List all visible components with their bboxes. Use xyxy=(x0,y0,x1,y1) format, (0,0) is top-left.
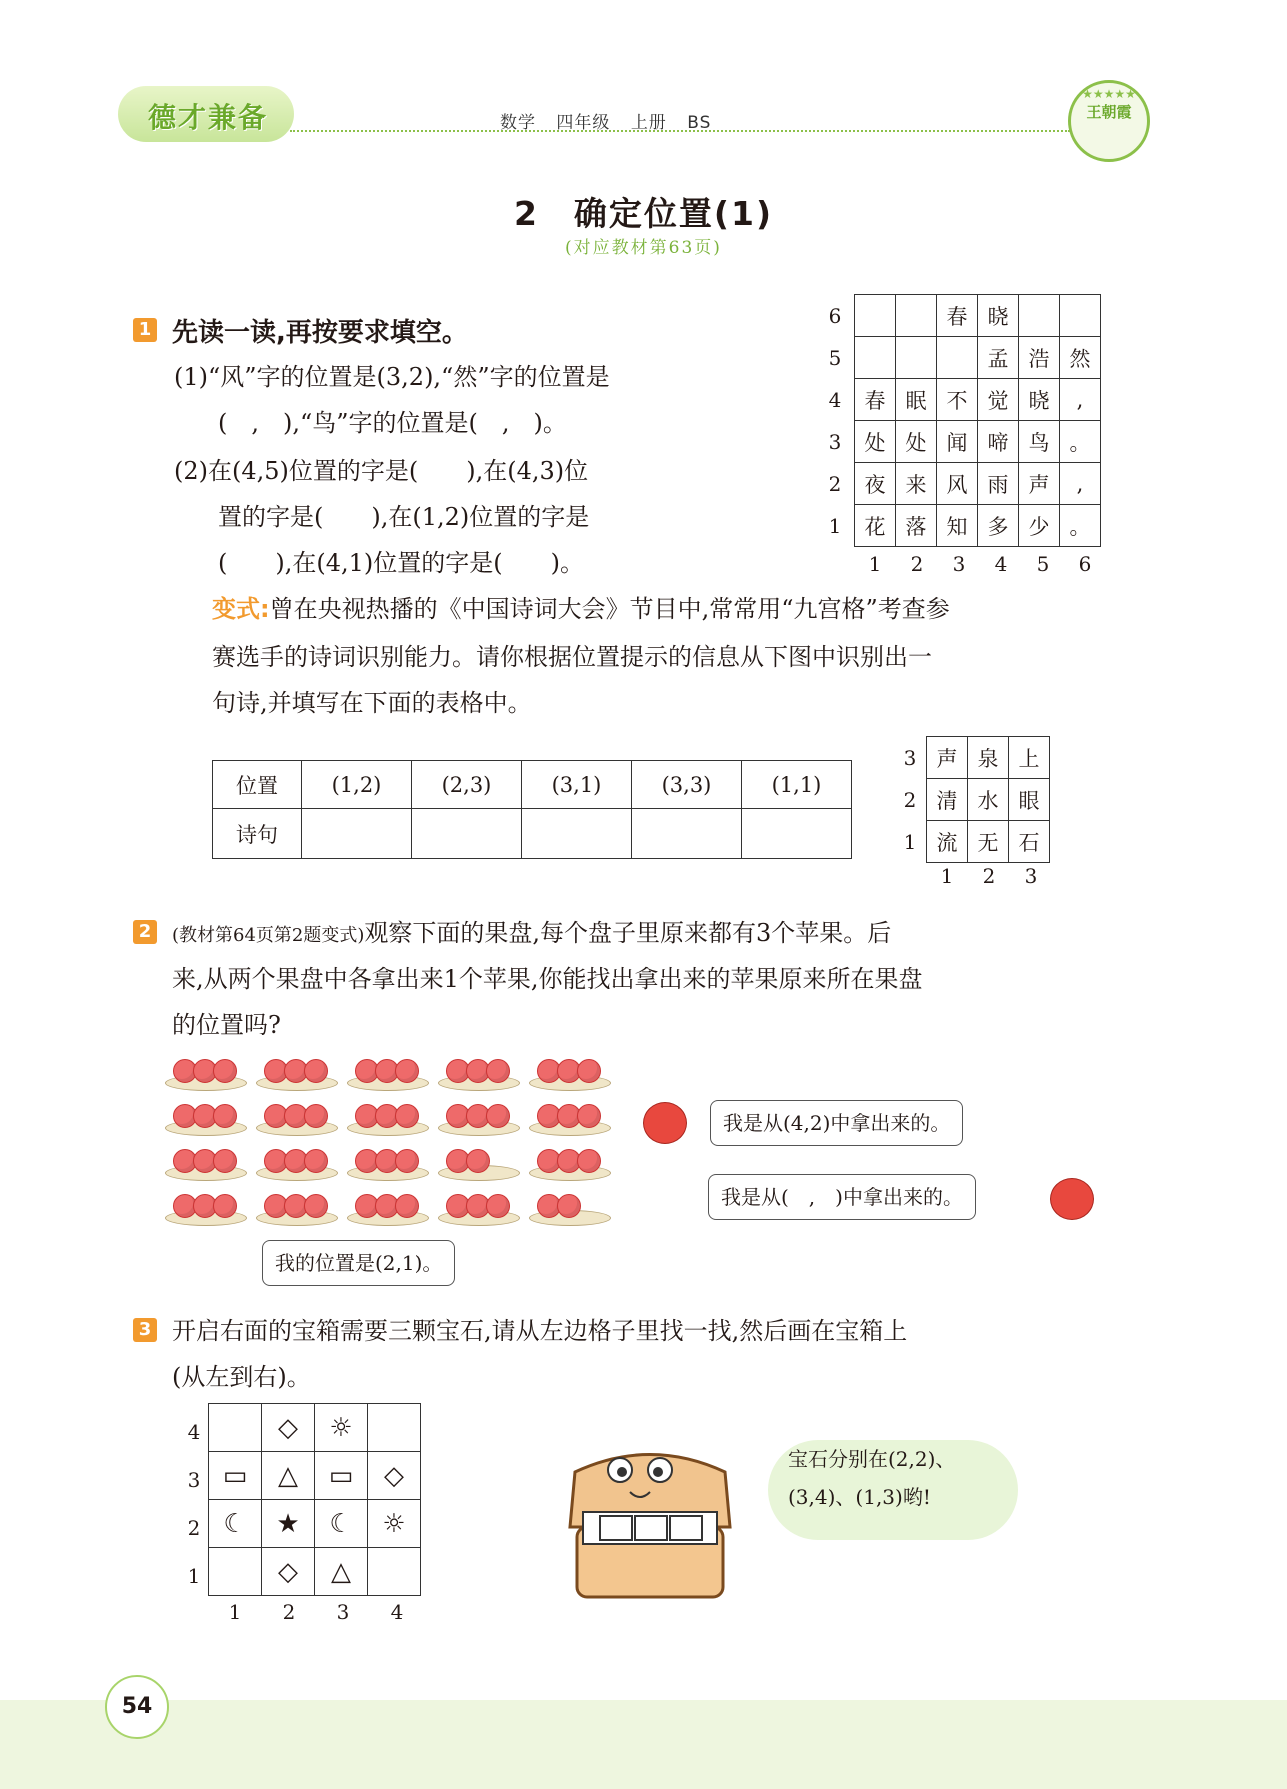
x-label: 3 xyxy=(336,1600,350,1624)
answer-blank[interactable] xyxy=(632,809,742,859)
apple-icon xyxy=(1050,1178,1094,1220)
apple-icon xyxy=(395,1059,419,1083)
x-label: 1 xyxy=(228,1600,242,1624)
apple-icon xyxy=(304,1104,328,1128)
apple-icon xyxy=(577,1059,601,1083)
apple-icon xyxy=(213,1104,237,1128)
header-logo xyxy=(118,86,294,142)
x-label: 4 xyxy=(390,1600,404,1624)
stars-icon: ★★★★★ xyxy=(1082,87,1136,101)
table-cell: (1,2) xyxy=(302,761,412,809)
y-label: 5 xyxy=(828,346,842,370)
moon-icon: ☾ xyxy=(315,1500,368,1548)
grid-cell: 孟 xyxy=(978,337,1019,379)
fruit-plate xyxy=(256,1053,336,1091)
x-label: 4 xyxy=(994,552,1008,576)
apple-icon xyxy=(643,1102,687,1144)
x-label: 2 xyxy=(282,1600,296,1624)
star-icon: ★ xyxy=(262,1500,315,1548)
grid-cell: 啼 xyxy=(978,421,1019,463)
rectangle-icon: ▭ xyxy=(315,1452,368,1500)
fruit-plate xyxy=(529,1188,609,1226)
grid-cell xyxy=(896,295,937,337)
y-label: 3 xyxy=(187,1468,201,1492)
edition: BS xyxy=(687,113,712,133)
apple-icon xyxy=(395,1104,419,1128)
question-3-number: 3 xyxy=(133,1318,157,1342)
grid-cell: 石 xyxy=(1009,821,1050,863)
fruit-plate xyxy=(529,1053,609,1091)
subject: 数学 xyxy=(500,113,536,133)
grid-cell: 。 xyxy=(1060,421,1101,463)
fruit-plate xyxy=(165,1098,245,1136)
fruit-plate xyxy=(438,1098,518,1136)
apple-icon xyxy=(304,1059,328,1083)
apple-icon xyxy=(213,1194,237,1218)
fruit-plate xyxy=(347,1143,427,1181)
variant-text: 曾在央视热播的《中国诗词大会》节目中,常常用“九宫格”考查参 xyxy=(269,595,950,623)
moon-icon: ☾ xyxy=(209,1500,262,1548)
q1-line-3: (2)在(4,5)位置的字是( ),在(4,3)位 xyxy=(174,457,589,485)
grid-cell xyxy=(1019,295,1060,337)
answer-blank[interactable] xyxy=(742,809,852,859)
apple-icon xyxy=(486,1104,510,1128)
grid-cell xyxy=(1060,295,1101,337)
answer-blank[interactable] xyxy=(302,809,412,859)
table-cell: (2,3) xyxy=(412,761,522,809)
grid-cell: 。 xyxy=(1060,505,1101,547)
fruit-plate xyxy=(347,1053,427,1091)
apple-icon xyxy=(557,1194,581,1218)
apple-icon xyxy=(577,1149,601,1173)
fruit-plate xyxy=(256,1143,336,1181)
table-header: 位置 xyxy=(213,761,302,809)
page-number: 54 xyxy=(105,1675,169,1739)
grid-cell: 声 xyxy=(1019,463,1060,505)
fruit-plate xyxy=(256,1188,336,1226)
y-label: 2 xyxy=(903,788,917,812)
bubble-apple-1: 我是从(4,2)中拿出来的。 xyxy=(710,1100,963,1146)
treasure-chest xyxy=(555,1432,745,1602)
x-label: 5 xyxy=(1036,552,1050,576)
grid-cell: 上 xyxy=(1009,737,1050,779)
x-label: 2 xyxy=(910,552,924,576)
grid-cell: 少 xyxy=(1019,505,1060,547)
apple-icon xyxy=(304,1194,328,1218)
nine-grid xyxy=(926,736,1050,863)
y-label: 4 xyxy=(828,388,842,412)
header-badge xyxy=(1068,80,1150,162)
variant-line-1 xyxy=(212,586,950,632)
grid-cell: 花 xyxy=(855,505,896,547)
rectangle-icon: ▭ xyxy=(209,1452,262,1500)
apple-icon xyxy=(486,1059,510,1083)
x-label: 6 xyxy=(1078,552,1092,576)
header-info xyxy=(500,108,725,133)
grid-cell: 鸟 xyxy=(1019,421,1060,463)
grid-cell: 眠 xyxy=(896,379,937,421)
gem-grid-x-axis xyxy=(208,1600,424,1624)
y-label: 1 xyxy=(187,1564,201,1588)
question-1-heading: 先读一读,再按要求填空。 xyxy=(172,318,468,348)
grid-cell: 浩 xyxy=(1019,337,1060,379)
diamond-icon: ◇ xyxy=(262,1548,315,1596)
apple-icon xyxy=(466,1149,490,1173)
grid-cell: 落 xyxy=(896,505,937,547)
nine-grid-x-axis xyxy=(926,864,1052,888)
apple-icon xyxy=(304,1149,328,1173)
fruit-plate xyxy=(165,1188,245,1226)
table-cell: (1,1) xyxy=(742,761,852,809)
grid-cell xyxy=(855,337,896,379)
fruit-plate xyxy=(256,1098,336,1136)
sun-icon: ☼ xyxy=(368,1500,421,1548)
q1-line-4: 置的字是( ),在(1,2)位置的字是 xyxy=(218,503,590,531)
grid-cell: 无 xyxy=(968,821,1009,863)
grid-cell xyxy=(937,337,978,379)
grid-cell: 晓 xyxy=(978,295,1019,337)
variant-label: 变式: xyxy=(212,595,270,623)
apple-icon xyxy=(486,1194,510,1218)
y-label: 2 xyxy=(187,1516,201,1540)
q3-line-1: 开启右面的宝箱需要三颗宝石,请从左边格子里找一找,然后画在宝箱上 xyxy=(172,1317,908,1345)
grid-cell: 然 xyxy=(1060,337,1101,379)
fruit-plate xyxy=(347,1188,427,1226)
grid-cell: 来 xyxy=(896,463,937,505)
y-label: 6 xyxy=(828,304,842,328)
question-2-number: 2 xyxy=(133,920,157,944)
triangle-icon: △ xyxy=(315,1548,368,1596)
grid-cell: 春 xyxy=(855,379,896,421)
apple-icon xyxy=(213,1149,237,1173)
y-label: 2 xyxy=(828,472,842,496)
table-cell: (3,3) xyxy=(632,761,742,809)
y-label: 4 xyxy=(187,1420,201,1444)
x-label: 1 xyxy=(868,552,882,576)
sun-icon: ☼ xyxy=(315,1404,368,1452)
answer-blank[interactable] xyxy=(412,809,522,859)
grid-cell: 雨 xyxy=(978,463,1019,505)
grid-cell: 觉 xyxy=(978,379,1019,421)
variant-line-3: 句诗,并填写在下面的表格中。 xyxy=(212,689,532,717)
y-label: 1 xyxy=(828,514,842,538)
gem-slot-1[interactable] xyxy=(600,1516,632,1540)
diamond-icon: ◇ xyxy=(368,1452,421,1500)
q2-line-3: 的位置吗? xyxy=(172,1011,281,1039)
grid-cell: 流 xyxy=(927,821,968,863)
poem-grid xyxy=(854,294,1101,547)
q2-line-2: 来,从两个果盘中各拿出来1个苹果,你能找出拿出来的苹果原来所在果盘 xyxy=(172,965,923,993)
fruit-plate xyxy=(165,1053,245,1091)
table-header: 诗句 xyxy=(213,809,302,859)
fruit-plate xyxy=(438,1143,518,1181)
triangle-icon: △ xyxy=(262,1452,315,1500)
grid-cell: 水 xyxy=(968,779,1009,821)
grid-cell: , xyxy=(1060,379,1101,421)
grid-cell xyxy=(896,337,937,379)
grid-cell: 闻 xyxy=(937,421,978,463)
hint-line-1: 宝石分别在(2,2)、 xyxy=(788,1447,956,1471)
hint-line-2: (3,4)、(1,3)哟! xyxy=(788,1485,931,1509)
grid-cell xyxy=(855,295,896,337)
fruit-plate xyxy=(529,1098,609,1136)
y-label: 3 xyxy=(903,746,917,770)
chest-pupil xyxy=(617,1467,627,1477)
question-1-number: 1 xyxy=(133,318,157,342)
q1-line-2: ( , ),“鸟”字的位置是( , )。 xyxy=(218,409,567,437)
q2-source: (教材第64页第2题变式) xyxy=(172,925,365,946)
q2-line-1 xyxy=(172,910,891,959)
x-label: 3 xyxy=(1024,864,1038,888)
gem-cell xyxy=(368,1404,421,1452)
fruit-plate xyxy=(529,1143,609,1181)
grid-cell: 晓 xyxy=(1019,379,1060,421)
q1-line-5: ( ),在(4,1)位置的字是( )。 xyxy=(218,549,584,577)
answer-table xyxy=(212,760,852,859)
diamond-icon: ◇ xyxy=(262,1404,315,1452)
bubble-my-position: 我的位置是(2,1)。 xyxy=(262,1240,455,1286)
fruit-plate xyxy=(438,1053,518,1091)
fruit-plate xyxy=(347,1098,427,1136)
apple-icon xyxy=(213,1059,237,1083)
poem-grid-x-axis xyxy=(854,552,1106,576)
bubble-apple-2: 我是从( , )中拿出来的。 xyxy=(708,1174,976,1220)
grid-cell: 风 xyxy=(937,463,978,505)
grid-cell: 多 xyxy=(978,505,1019,547)
grid-cell: 春 xyxy=(937,295,978,337)
grade: 四年级 xyxy=(556,113,611,133)
grid-cell: 处 xyxy=(855,421,896,463)
grid-cell: , xyxy=(1060,463,1101,505)
y-label: 1 xyxy=(903,830,917,854)
apple-icon xyxy=(577,1104,601,1128)
gem-cell xyxy=(209,1404,262,1452)
y-label: 3 xyxy=(828,430,842,454)
x-label: 3 xyxy=(952,552,966,576)
page-subtitle: (对应教材第63页) xyxy=(565,238,722,258)
gem-cell xyxy=(368,1548,421,1596)
fruit-plates xyxy=(165,1053,615,1233)
page-title: 2 确定位置(1) xyxy=(513,194,774,233)
table-cell: (3,1) xyxy=(522,761,632,809)
volume: 上册 xyxy=(630,113,667,133)
gem-slot-2[interactable] xyxy=(635,1516,667,1540)
badge-name: 王朝霞 xyxy=(1086,103,1132,121)
chest-pupil xyxy=(653,1467,663,1477)
grid-cell: 知 xyxy=(937,505,978,547)
fruit-plate xyxy=(438,1188,518,1226)
apple-icon xyxy=(395,1194,419,1218)
grid-cell: 声 xyxy=(927,737,968,779)
apple-icon xyxy=(395,1149,419,1173)
grid-cell: 夜 xyxy=(855,463,896,505)
q2-text: 观察下面的果盘,每个盘子里原来都有3个苹果。后 xyxy=(364,919,892,947)
gem-grid xyxy=(208,1403,421,1596)
logo-text: 德才兼备 xyxy=(148,101,269,134)
footer-background xyxy=(0,1700,1287,1789)
gem-slot-3[interactable] xyxy=(670,1516,702,1540)
x-label: 2 xyxy=(982,864,996,888)
q1-line-1: (1)“风”字的位置是(3,2),“然”字的位置是 xyxy=(174,363,610,391)
grid-cell: 不 xyxy=(937,379,978,421)
grid-cell: 泉 xyxy=(968,737,1009,779)
variant-line-2: 赛选手的诗词识别能力。请你根据位置提示的信息从下图中识别出一 xyxy=(212,643,932,671)
gem-cell xyxy=(209,1548,262,1596)
grid-cell: 清 xyxy=(927,779,968,821)
q3-line-2: (从左到右)。 xyxy=(172,1363,311,1391)
answer-blank[interactable] xyxy=(522,809,632,859)
grid-cell: 眼 xyxy=(1009,779,1050,821)
fruit-plate xyxy=(165,1143,245,1181)
grid-cell: 处 xyxy=(896,421,937,463)
x-label: 1 xyxy=(940,864,954,888)
